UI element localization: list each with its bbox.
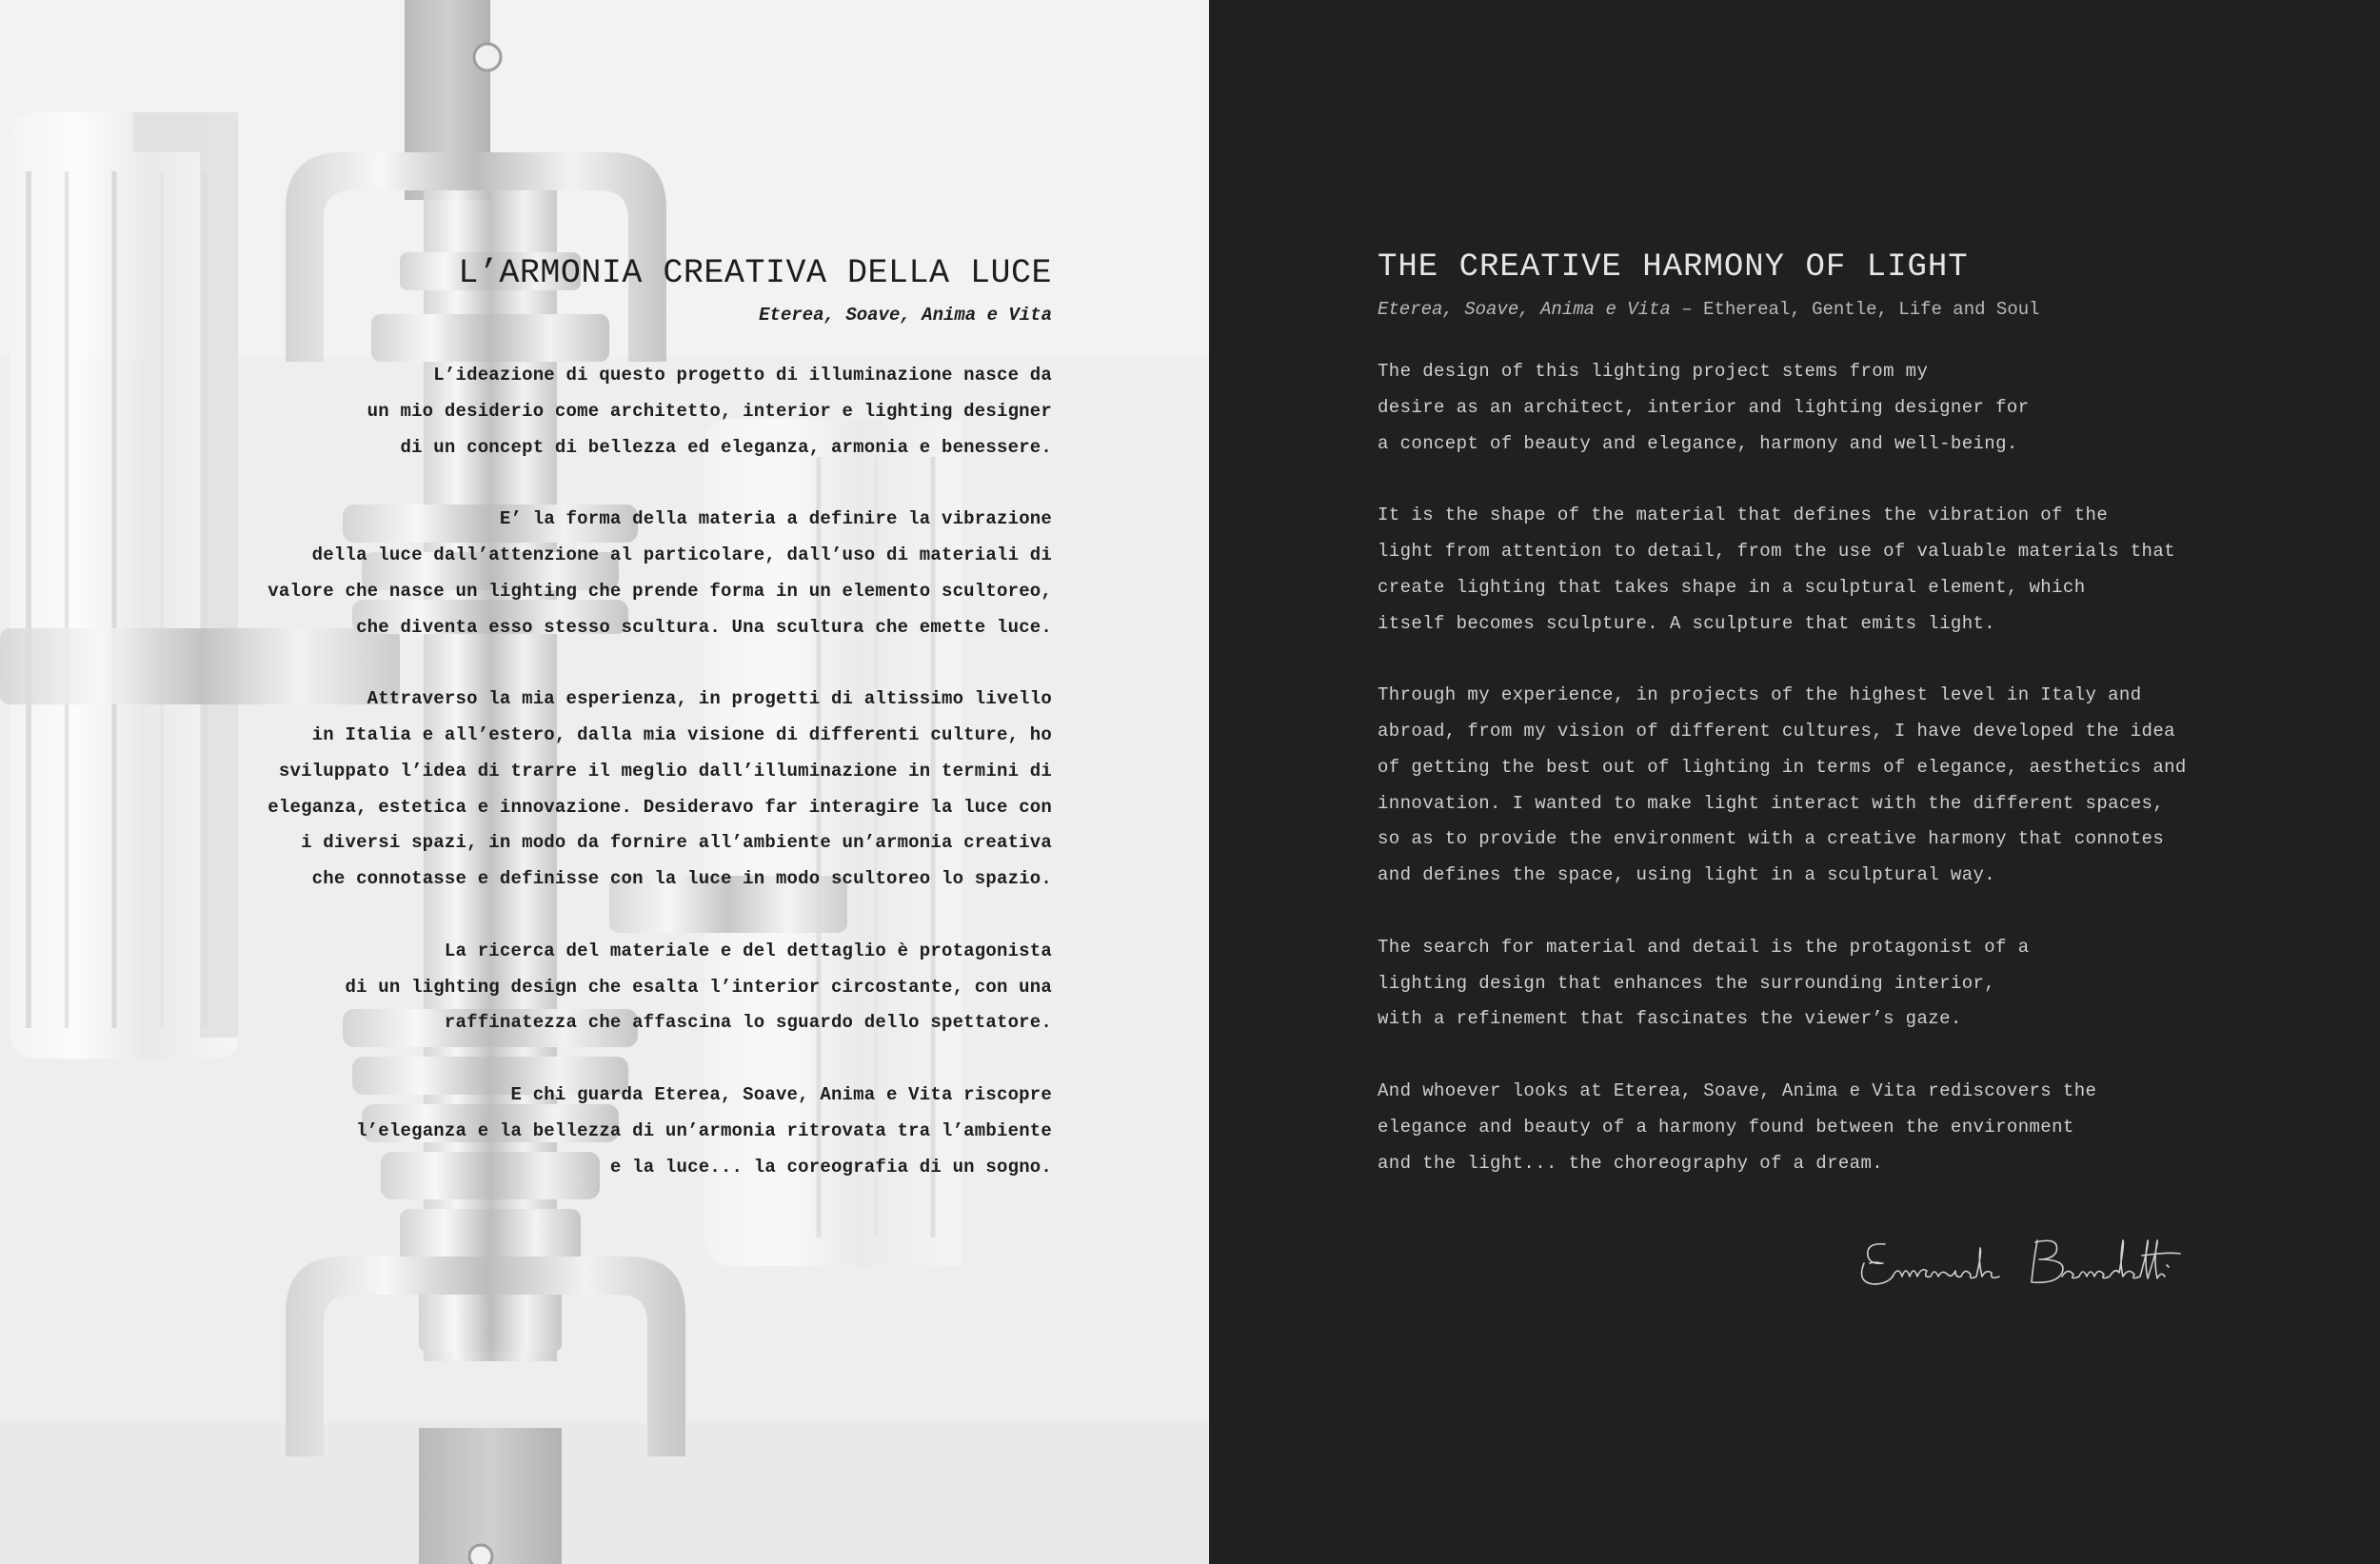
text-line: innovation. I wanted to make light interact with the different spaces, bbox=[1378, 792, 2165, 814]
text-line: E chi guarda Eterea, Soave, Anima e Vita riscopre bbox=[510, 1083, 1052, 1105]
english-subtitle bbox=[1378, 295, 2330, 324]
text-line: in Italia e all’estero, dalla mia visione di differenti culture, ho bbox=[311, 723, 1052, 745]
english-subtitle-rest: – Ethereal, Gentle, Life and Soul bbox=[1670, 299, 2040, 320]
text-line: i diversi spazi, in modo da fornire all’ambiente un’armonia creativa bbox=[301, 832, 1052, 854]
text-line: che diventa esso stesso scultura. Una scultura che emette luce. bbox=[356, 616, 1052, 638]
text-line: and the light... the choreography of a dream. bbox=[1378, 1152, 1884, 1174]
english-text-block bbox=[1378, 244, 2330, 1218]
text-line: It is the shape of the material that defines the vibration of the bbox=[1378, 505, 2109, 526]
italian-text-block bbox=[143, 249, 1052, 1221]
text-line: abroad, from my vision of different cultures, I have developed the idea bbox=[1378, 720, 2175, 742]
text-line: of getting the best out of lighting in terms of elegance, aesthetics and bbox=[1378, 756, 2187, 778]
text-line: l’eleganza e la bellezza di un’armonia ritrovata tra l’ambiente bbox=[356, 1119, 1052, 1141]
right-page bbox=[1209, 0, 2380, 1564]
text-line: lighting design that enhances the surrounding interior, bbox=[1378, 972, 1996, 994]
text-line: raffinatezza che affascina lo sguardo dello spettatore. bbox=[444, 1012, 1052, 1034]
text-line: light from attention to detail, from the use of valuable materials that bbox=[1378, 540, 2175, 562]
italian-paragraph bbox=[143, 502, 1052, 645]
english-paragraphs bbox=[1378, 354, 2330, 1181]
text-line: itself becomes sculpture. A sculpture that emits light. bbox=[1378, 612, 1996, 634]
text-line: and defines the space, using light in a sculptural way. bbox=[1378, 864, 1996, 886]
italian-subtitle: Eterea, Soave, Anima e Vita bbox=[759, 305, 1052, 326]
text-line: elegance and beauty of a harmony found between the environment bbox=[1378, 1116, 2074, 1138]
italian-paragraph bbox=[143, 934, 1052, 1041]
text-line: And whoever looks at Eterea, Soave, Anima e Vita rediscovers the bbox=[1378, 1079, 2097, 1101]
italian-paragraph bbox=[143, 1078, 1052, 1185]
english-paragraph bbox=[1378, 678, 2330, 894]
text-line: e la luce... la coreografia di un sogno. bbox=[609, 1156, 1052, 1178]
english-paragraph bbox=[1378, 498, 2330, 642]
text-line: E’ la forma della materia a definire la vibrazione bbox=[499, 508, 1052, 530]
english-paragraph bbox=[1378, 354, 2330, 462]
text-line: Attraverso la mia esperienza, in progetti di altissimo livello bbox=[367, 688, 1052, 710]
signature bbox=[1856, 1223, 2266, 1299]
text-line: di un lighting design che esalta l’interior circostante, con una bbox=[345, 976, 1052, 998]
text-line: eleganza, estetica e innovazione. Desideravo far interagire la luce con bbox=[268, 796, 1052, 818]
text-line: a concept of beauty and elegance, harmony and well-being. bbox=[1378, 432, 2018, 454]
text-line: La ricerca del materiale e del dettaglio è protagonista bbox=[444, 940, 1052, 961]
italian-paragraphs bbox=[143, 358, 1052, 1185]
text-line: create lighting that takes shape in a sculptural element, which bbox=[1378, 576, 2086, 598]
text-line: desire as an architect, interior and lighting designer for bbox=[1378, 396, 2030, 418]
text-line: un mio desiderio come architetto, interior e lighting designer bbox=[367, 400, 1052, 422]
text-line: so as to provide the environment with a creative harmony that connotes bbox=[1378, 828, 2165, 850]
text-line: Through my experience, in projects of the highest level in Italy and bbox=[1378, 684, 2142, 706]
text-line: che connotasse e definisse con la luce in modo scultoreo lo spazio. bbox=[311, 868, 1052, 890]
italian-paragraph bbox=[143, 358, 1052, 465]
text-line: di un concept di bellezza ed eleganza, armonia e benessere. bbox=[400, 436, 1052, 458]
english-subtitle-italic: Eterea, Soave, Anima e Vita bbox=[1378, 299, 1671, 320]
text-line: L’ideazione di questo progetto di illuminazione nasce da bbox=[433, 365, 1052, 386]
english-title: THE CREATIVE HARMONY OF LIGHT bbox=[1378, 249, 1969, 286]
italian-paragraph bbox=[143, 682, 1052, 898]
text-line: valore che nasce un lighting che prende forma in un elemento scultoreo, bbox=[268, 580, 1052, 602]
text-line: The design of this lighting project stems from my bbox=[1378, 361, 1929, 382]
text-line: sviluppato l’idea di trarre il meglio dall’illuminazione in termini di bbox=[278, 760, 1052, 782]
english-paragraph bbox=[1378, 1074, 2330, 1181]
english-paragraph bbox=[1378, 930, 2330, 1038]
italian-title: L’ARMONIA CREATIVA DELLA LUCE bbox=[458, 254, 1052, 292]
text-line: The search for material and detail is the protagonist of a bbox=[1378, 936, 2030, 958]
text-line: with a refinement that fascinates the viewer’s gaze. bbox=[1378, 1008, 1962, 1030]
text-line: della luce dall’attenzione al particolare, dall’uso di materiali di bbox=[311, 544, 1052, 565]
